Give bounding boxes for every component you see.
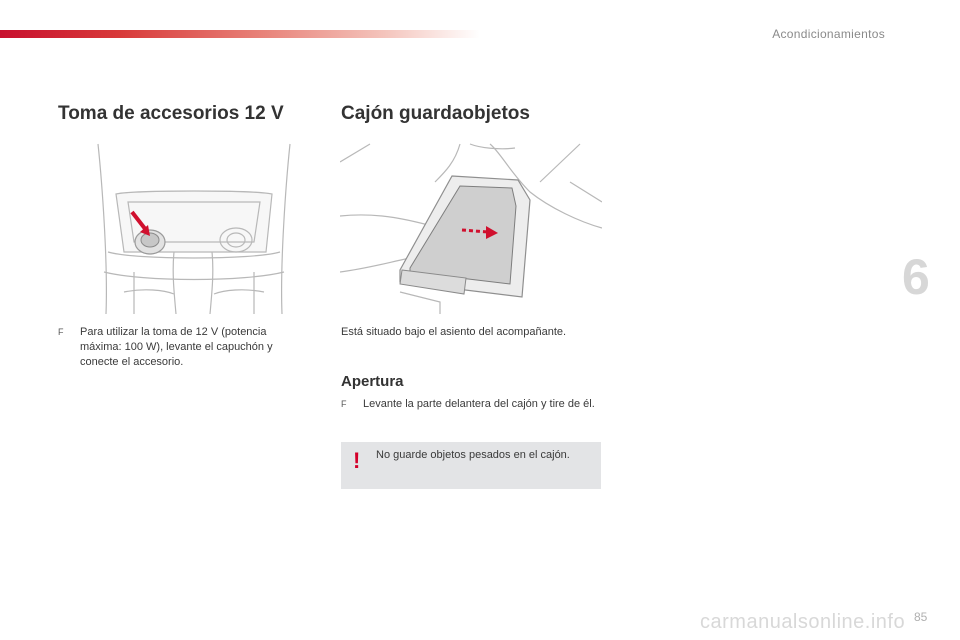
warning-note bbox=[341, 442, 601, 489]
socket-instruction-text: Para utilizar la toma de 12 V (potencia máxima: 100 W), levante el capuchón y conecte el accesorio. bbox=[80, 326, 273, 368]
chapter-number: 6 bbox=[902, 249, 930, 305]
drawer-location-text: Está situado bajo el asiento del acompañante. bbox=[341, 326, 567, 338]
bullet-marker: F bbox=[341, 399, 347, 409]
bullet-marker: F bbox=[58, 327, 64, 337]
section-header: Acondicionamientos bbox=[772, 27, 885, 41]
opening-instruction bbox=[341, 397, 599, 412]
page-number: 85 bbox=[914, 610, 928, 624]
watermark: carmanualsonline.info bbox=[700, 611, 906, 633]
socket-instruction bbox=[58, 325, 303, 370]
opening-instruction-text: Levante la parte delantera del cajón y tire de él. bbox=[363, 398, 595, 410]
header-color-bar bbox=[0, 30, 480, 38]
warning-text: No guarde objetos pesados en el cajón. bbox=[376, 449, 570, 461]
storage-drawer-title: Cajón guardaobjetos bbox=[341, 103, 530, 124]
accessory-socket-illustration bbox=[94, 142, 294, 314]
warning-icon: ! bbox=[353, 448, 361, 473]
storage-drawer-illustration bbox=[340, 142, 602, 314]
accessory-socket-title: Toma de accesorios 12 V bbox=[58, 103, 284, 124]
opening-subtitle: Apertura bbox=[341, 373, 404, 390]
